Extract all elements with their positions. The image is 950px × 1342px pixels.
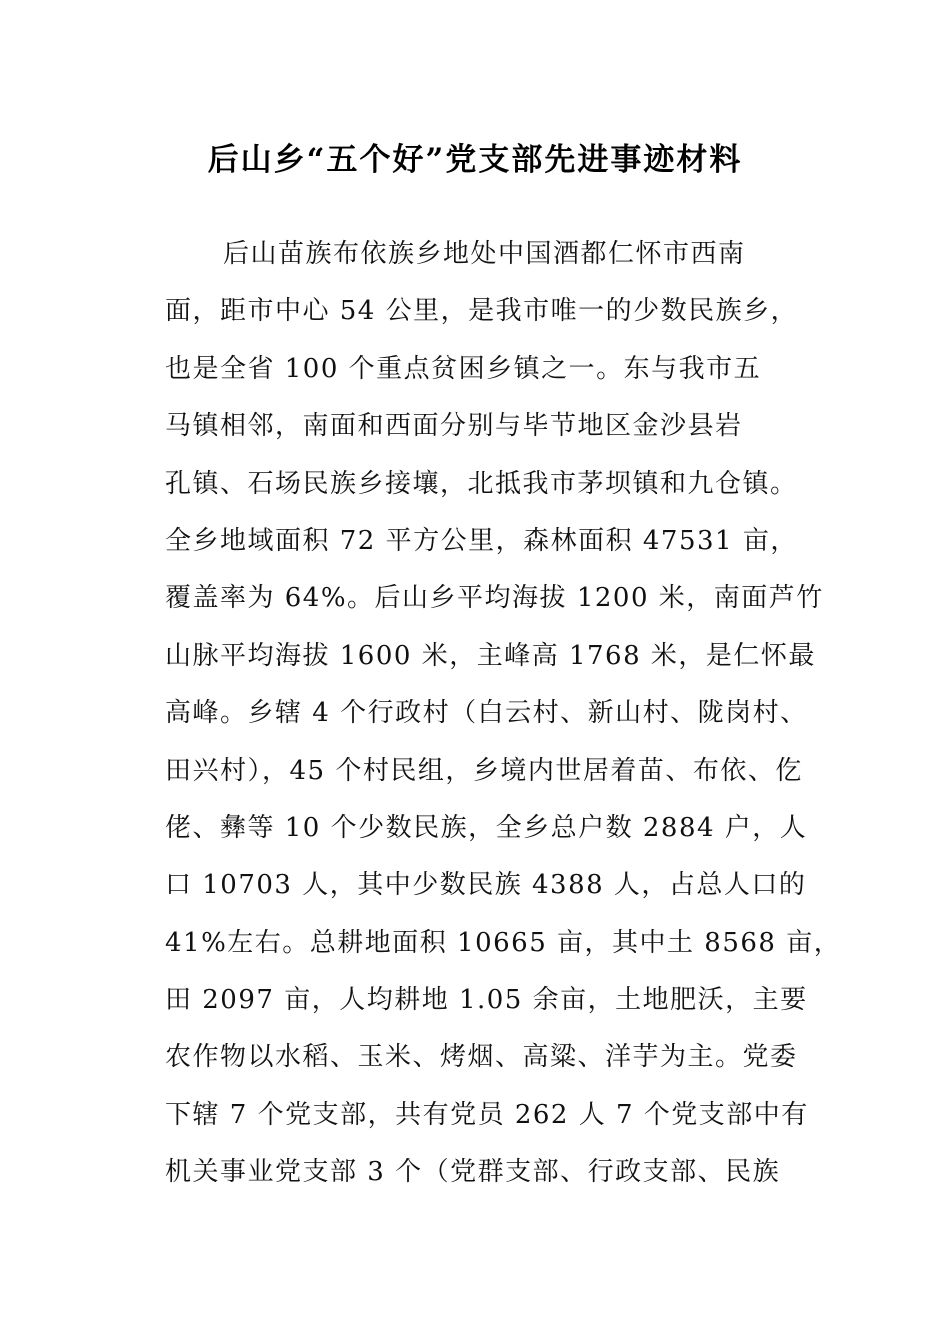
body-line: 全乡地域面积 72 平方公里，森林面积 47531 亩， xyxy=(165,525,798,556)
body-line: 面，距市中心 54 公里，是我市唯一的少数民族乡， xyxy=(165,296,799,327)
document-body xyxy=(165,226,842,1202)
body-line: 口 10703 人，其中少数民族 4388 人，占总人口的 xyxy=(165,870,807,901)
body-line: 41%左右。总耕地面积 10665 亩，其中土 8568 亩， xyxy=(165,927,842,958)
body-line: 覆盖率为 64%。后山乡平均海拔 1200 米，南面芦竹 xyxy=(165,583,824,614)
body-line: 高峰。乡辖 4 个行政村（白云村、新山村、陇岗村、 xyxy=(165,698,808,729)
body-line: 孔镇、石场民族乡接壤，北抵我市茅坝镇和九仓镇。 xyxy=(165,468,798,499)
body-line: 下辖 7 个党支部，共有党员 262 人 7 个党支部中有 xyxy=(165,1099,809,1130)
body-line: 佬、彝等 10 个少数民族，全乡总户数 2884 户，人 xyxy=(165,812,808,843)
body-line: 机关事业党支部 3 个（党群支部、行政支部、民族 xyxy=(165,1157,781,1188)
body-line: 也是全省 100 个重点贫困乡镇之一。东与我市五 xyxy=(165,353,762,384)
document-title: 后山乡“五个好”党支部先进事迹材料 xyxy=(207,142,743,178)
body-line: 马镇相邻，南面和西面分别与毕节地区金沙县岩 xyxy=(165,411,743,442)
body-line: 田 2097 亩，人均耕地 1.05 余亩，土地肥沃，主要 xyxy=(165,985,808,1016)
body-line: 农作物以水稻、玉米、烤烟、高粱、洋芋为主。党委 xyxy=(165,1042,798,1073)
body-line: 田兴村），45 个村民组，乡境内世居着苗、布依、仡 xyxy=(165,755,803,786)
body-line: 后山苗族布依族乡地处中国酒都仁怀市西南 xyxy=(223,239,746,269)
body-line: 山脉平均海拔 1600 米，主峰高 1768 米，是仁怀最 xyxy=(165,640,816,671)
